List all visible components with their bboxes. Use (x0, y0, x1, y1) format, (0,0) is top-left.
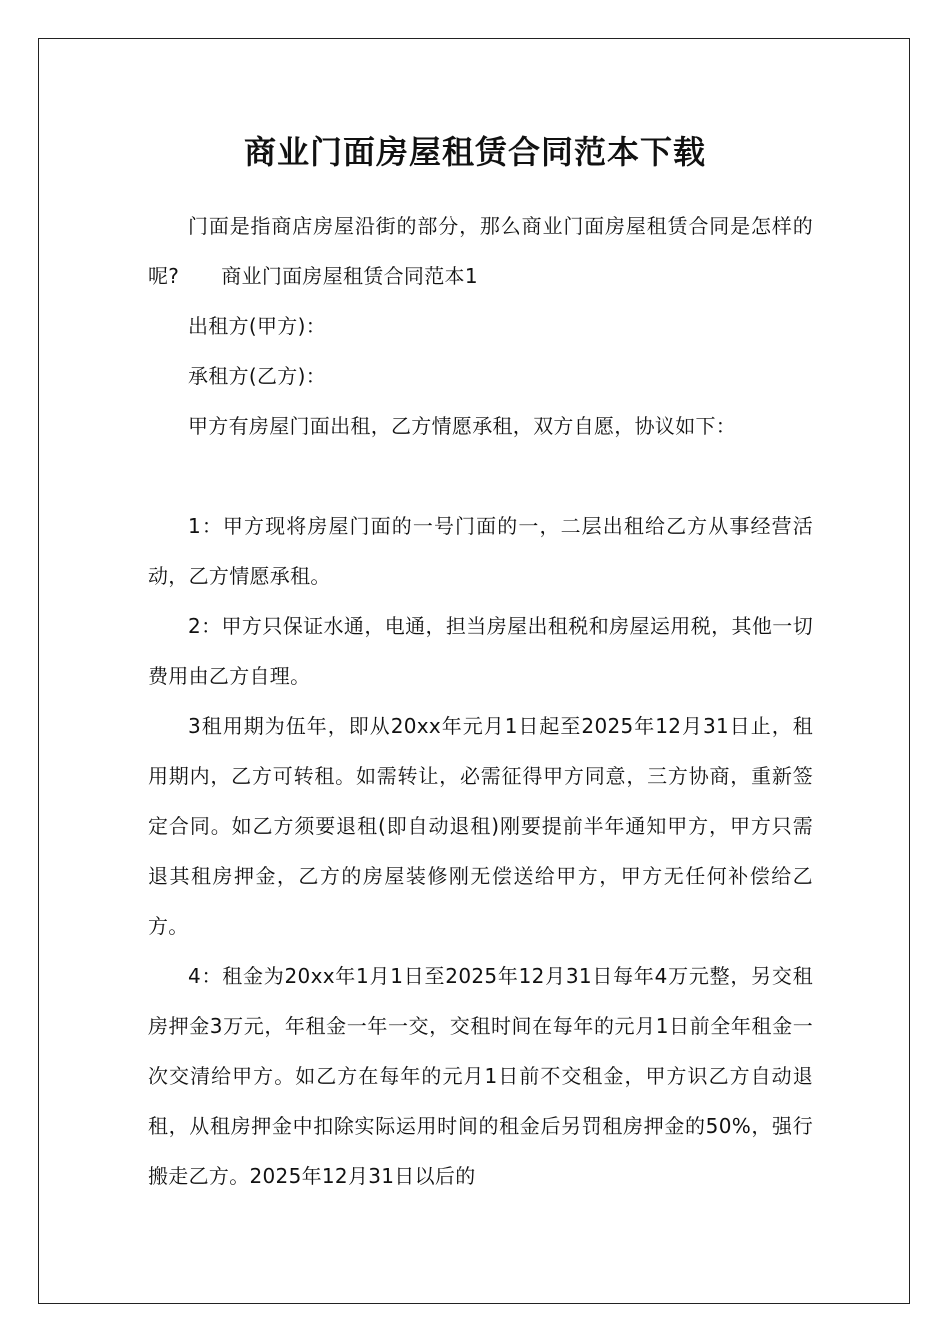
document-body (148, 201, 813, 1201)
intro-subtitle: 商业门面房屋租赁合同范本1 (221, 264, 478, 288)
blank-line (148, 451, 813, 501)
clause-2: 2：甲方只保证水通，电通，担当房屋出租税和房屋运用税，其他一切费用由乙方自理。 (148, 614, 813, 688)
clause-1: 1：甲方现将房屋门面的一号门面的一，二层出租给乙方从事经营活动，乙方情愿承租。 (148, 514, 813, 588)
agreement-line: 甲方有房屋门面出租，乙方情愿承租，双方自愿，协议如下： (188, 414, 737, 438)
party-a-line: 出租方(甲方)： (188, 314, 327, 338)
party-b-line: 承租方(乙方)： (188, 364, 327, 388)
intro-paragraph (148, 201, 813, 301)
document-title: 商业门面房屋租赁合同范本下载 (243, 133, 706, 171)
clause-4: 4：租金为20xx年1月1日至2025年12月31日每年4万元整，另交租房押金3万元，年租金一年一交，交租时间在每年的元月1日前全年租金一次交清给甲方。如乙方在每年的元月1日前不交租金，甲方识乙方自动退租，从租房押金中扣除实际运用时间的租金后另罚租房押金的50%，强行搬走乙方。2025年12月31日以后的 (148, 964, 813, 1188)
intro-text: 门面是指商店房屋沿街的部分，那么商业门面房屋租赁合同是怎样的呢? (148, 214, 813, 288)
clause-3: 3租用期为伍年，即从20xx年元月1日起至2025年12月31日止，租用期内，乙方可转租。如需转让，必需征得甲方同意，三方协商，重新签定合同。如乙方须要退租(即自动退租)刚要提前半年通知甲方，甲方只需退其租房押金，乙方的房屋装修刚无偿送给甲方，甲方无任何补偿给乙方。 (148, 714, 813, 938)
